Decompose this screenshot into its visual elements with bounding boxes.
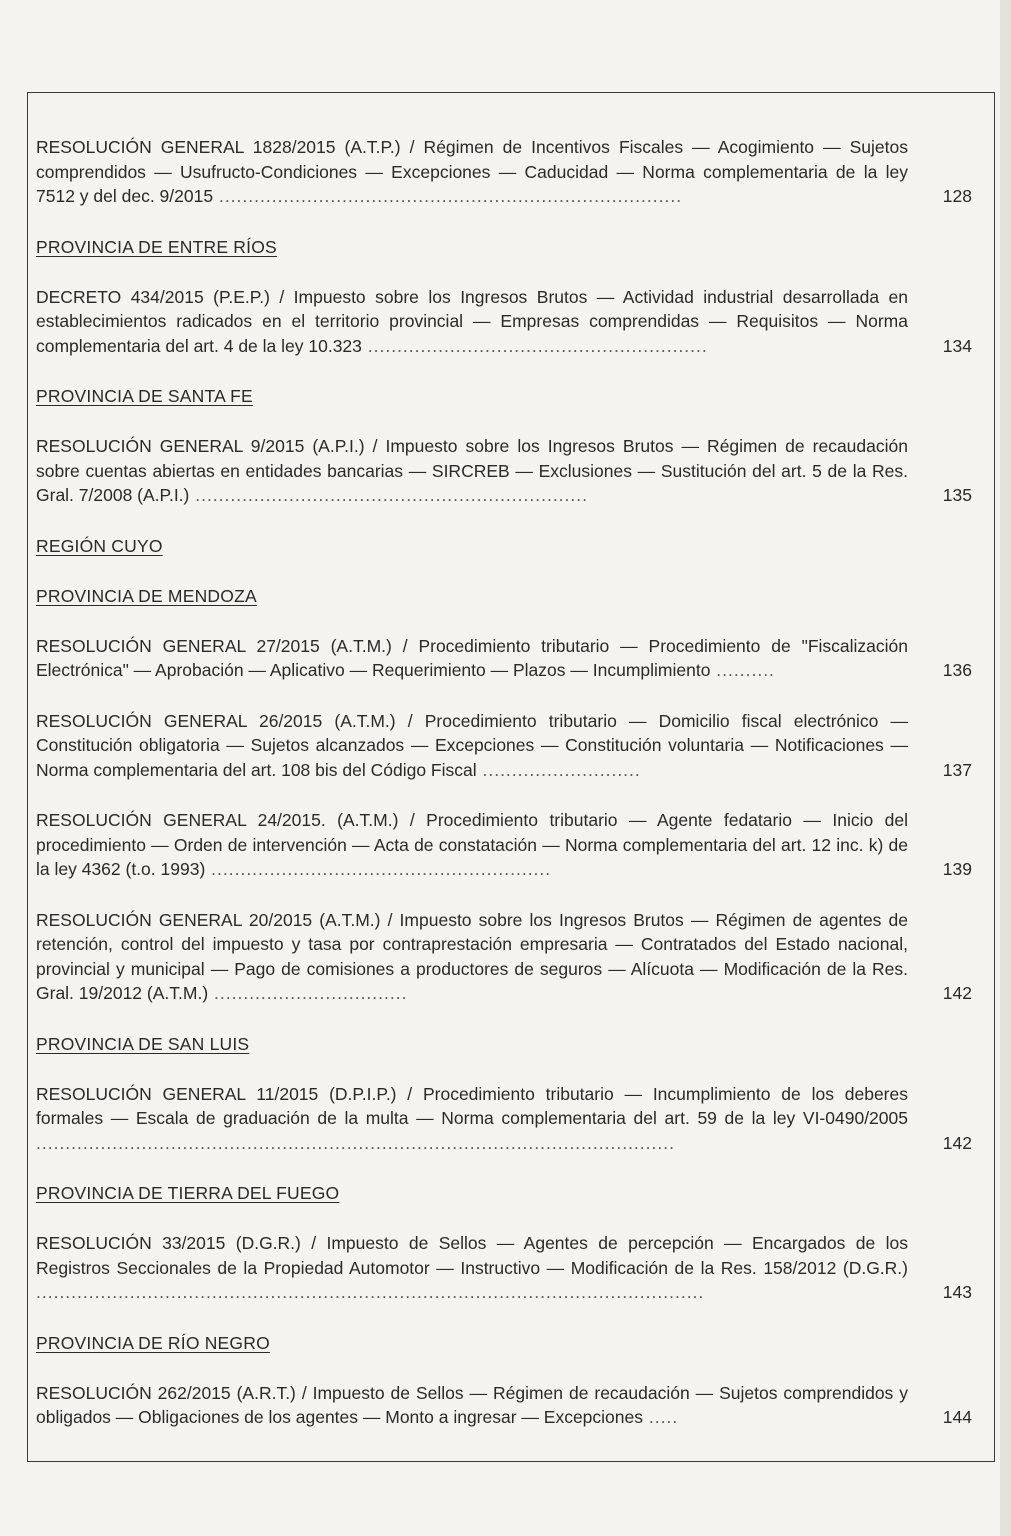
toc-entry-text: RESOLUCIÓN GENERAL 27/2015 (A.T.M.) / Procedimiento tributario — Procedimiento de "Fiscalización Electrónica" — Aprobación — Aplicativo — Requerimiento — Plazos — Incumplimiento [36, 635, 908, 680]
toc-entry-text: RESOLUCIÓN 262/2015 (A.R.T.) / Impuesto de Sellos — Régimen de recaudación — Sujetos comprendidos y obligados — Obligaciones de los agentes — Monto a ingresar — Excepciones [36, 1382, 908, 1427]
toc-entry-text: RESOLUCIÓN GENERAL 24/2015. (A.T.M.) / Procedimiento tributario — Agente fedatario — Inicio del procedimiento — Orden de intervención — Acta de constatación — Norma complementaria del art. 12 inc. k) de la ley 4362 (t.o. 1993) [36, 810, 908, 879]
toc-entry-text: DECRETO 434/2015 (P.E.P.) / Impuesto sobre los Ingresos Brutos — Actividad industrial desarrollada en establecimientos radicados en el territorio provincial — Empresas comprendidas — Requisitos — Norma complementaria del art. 4 de la ley 10.323 [36, 286, 908, 356]
leader-dots: ..... [643, 1407, 679, 1427]
leader-dots: ........................... [476, 759, 641, 780]
toc-page-number: 135 [942, 485, 972, 505]
leader-dots: .......................................................... [361, 335, 708, 356]
toc-page-number: 128 [942, 186, 972, 206]
toc-entry[interactable] [36, 808, 972, 882]
toc-page-number: 137 [942, 759, 972, 780]
leader-dots: .................................................................................................................. [36, 1282, 705, 1302]
toc-page-number: 142 [942, 1132, 972, 1153]
toc-entry[interactable] [36, 709, 972, 783]
leader-dots: .......... [710, 660, 775, 680]
toc-entry[interactable] [36, 908, 972, 1006]
toc-entry-text: RESOLUCIÓN GENERAL 9/2015 (A.P.I.) / Impuesto sobre los Ingresos Brutos — Régimen de recaudación sobre cuentas abiertas en entidades bancarias — SIRCREB — Exclusiones — Sustitución del art. 5 de la Res. Gral. 7/2008 (A.P.I.) [36, 436, 908, 505]
toc-entry[interactable] [36, 285, 972, 359]
toc-page-number: 143 [942, 1282, 972, 1302]
toc-page-number: 136 [942, 660, 972, 680]
toc-page-number: 144 [942, 1407, 972, 1427]
section-heading: REGIÓN CUYO [36, 535, 163, 556]
leader-dots: ............................................................................... [213, 186, 683, 206]
section-heading: PROVINCIA DE RÍO NEGRO [36, 1332, 270, 1353]
section-heading: PROVINCIA DE ENTRE RÍOS [36, 236, 277, 257]
toc-entry-text: RESOLUCIÓN GENERAL 11/2015 (D.P.I.P.) / Procedimiento tributario — Incumplimiento de los deberes formales — Escala de graduación de la multa — Norma complementaria del art. 59 de la ley VI-0490/2005 [36, 1083, 908, 1128]
toc-page-number: 134 [942, 335, 972, 356]
leader-dots: ................................................................... [189, 485, 588, 505]
toc-entry-text: RESOLUCIÓN 33/2015 (D.G.R.) / Impuesto de Sellos — Agentes de percepción — Encargados de los Registros Seccionales de la Propiedad Automotor — Instructivo — Modificación de la Res. 158/2012 (D.G.R.) [36, 1233, 908, 1278]
toc-page-number: 139 [942, 859, 972, 879]
toc-entry-text: RESOLUCIÓN GENERAL 1828/2015 (A.T.P.) / Régimen de Incentivos Fiscales — Acogimiento — Sujetos comprendidos — Usufructo-Condiciones — Excepciones — Caducidad — Norma complementaria de la ley 7512 y del dec. 9/2015 [36, 137, 908, 206]
leader-dots: .......................................................... [205, 859, 552, 879]
section-heading: PROVINCIA DE SAN LUIS [36, 1033, 250, 1054]
section-heading: PROVINCIA DE SANTA FE [36, 386, 253, 406]
toc-entry[interactable] [36, 135, 972, 209]
toc-entry[interactable] [36, 1381, 972, 1430]
toc-entry-text: RESOLUCIÓN GENERAL 20/2015 (A.T.M.) / Impuesto sobre los Ingresos Brutos — Régimen de agentes de retención, control del impuesto y tasa por contraprestación empresaria — Contratados del Estado nacional, provincial y municipal — Pago de comisiones a productores de seguros — Alícuota — Modificación de la Res. Gral. 19/2012 (A.T.M.) [36, 909, 908, 1003]
page-edge [1000, 0, 1011, 1536]
table-of-contents [36, 135, 972, 1430]
toc-entry[interactable] [36, 434, 972, 508]
toc-entry[interactable] [36, 1082, 972, 1156]
toc-entry-text: RESOLUCIÓN GENERAL 26/2015 (A.T.M.) / Procedimiento tributario — Domicilio fiscal electrónico — Constitución obligatoria — Sujetos alcanzados — Excepciones — Constitución voluntaria — Notificaciones — Norma complementaria del art. 108 bis del Código Fiscal [36, 710, 908, 780]
section-heading: PROVINCIA DE TIERRA DEL FUEGO [36, 1183, 340, 1203]
section-heading: PROVINCIA DE MENDOZA [36, 585, 257, 606]
toc-entry[interactable] [36, 634, 972, 683]
toc-entry[interactable] [36, 1231, 972, 1305]
leader-dots: ................................. [208, 983, 408, 1003]
leader-dots: ............................................................................................................. [36, 1132, 675, 1153]
toc-page-number: 142 [942, 983, 972, 1003]
